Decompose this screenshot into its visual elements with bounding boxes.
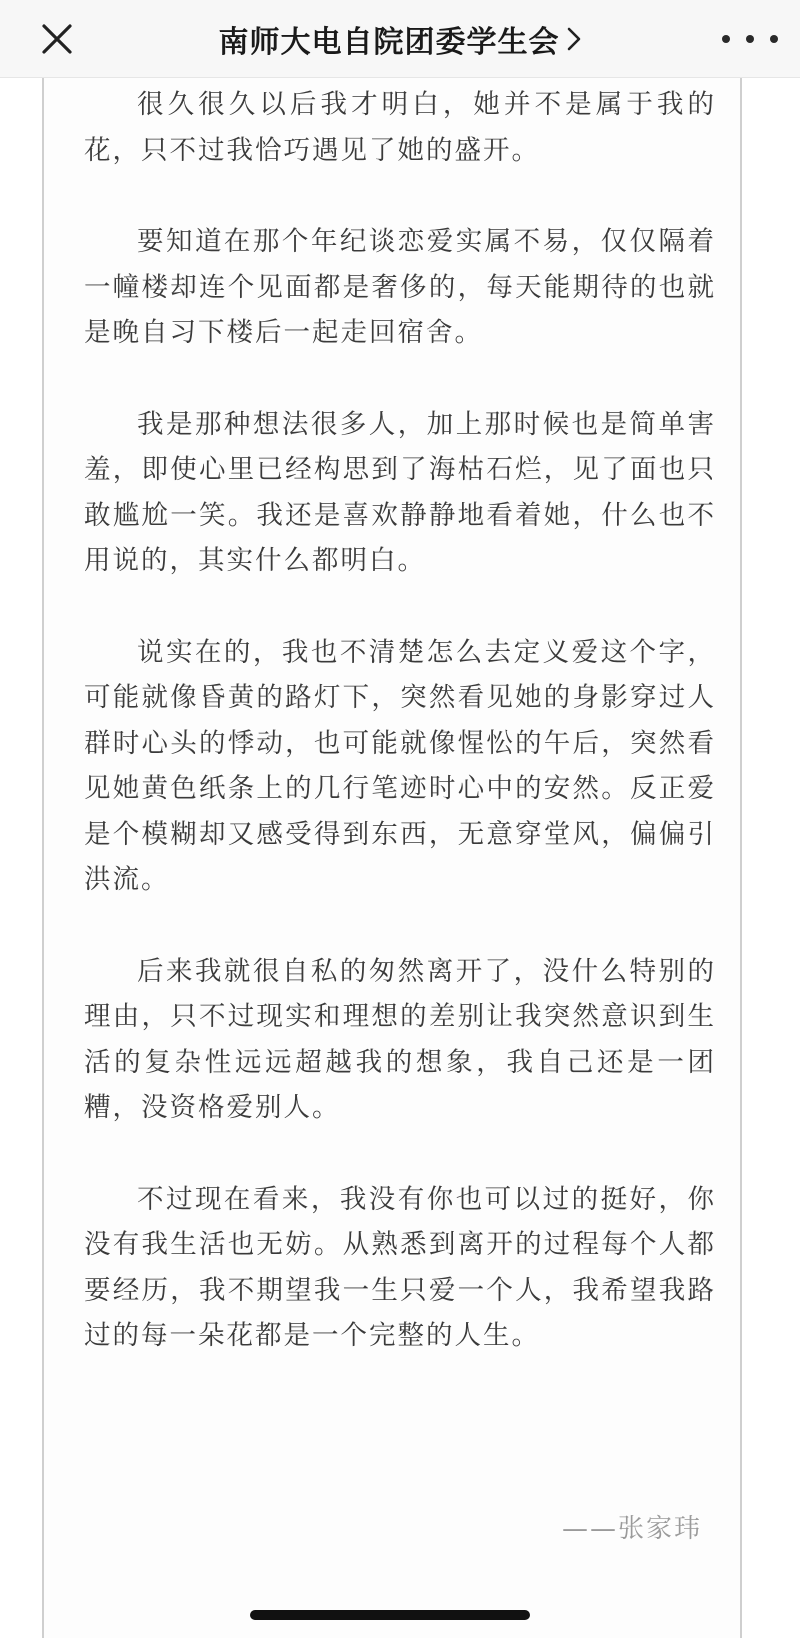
- more-horizontal-icon-dot: [770, 35, 778, 43]
- more-options-button[interactable]: [722, 26, 778, 52]
- account-title-link[interactable]: [200, 14, 600, 64]
- article-paragraph: 要知道在那个年纪谈恋爱实属不易，仅仅隔着一幢楼却连个见面都是奢侈的，每天能期待的也就是晚自习下楼后一起走回宿舍。: [84, 226, 716, 348]
- article-paragraph: 说实在的，我也不清楚怎么去定义爱这个字，可能就像昏黄的路灯下，突然看见她的身影穿过人群时心头的悸动，也可能就像惺忪的午后，突然看见她黄色纸条上的几行笔迹时心中的安然。反正爱是个模糊却又感受得到东西，无意穿堂风，偏偏引洪流。: [84, 636, 716, 895]
- page-title: 南师大电自院团委学生会: [218, 25, 560, 60]
- article-paragraph: 我是那种想法很多人，加上那时候也是简单害羞，即使心里已经构思到了海枯石烂，见了面也只敢尴尬一笑。我还是喜欢静静地看着她，什么也不用说的，其实什么都明白。: [84, 408, 716, 576]
- article-body: [84, 82, 716, 1405]
- more-horizontal-icon: [722, 35, 730, 43]
- close-icon[interactable]: [36, 18, 78, 60]
- top-navigation-bar: [0, 0, 800, 78]
- author-signature: ——张家玮: [561, 1514, 702, 1544]
- more-horizontal-icon-dot: [746, 35, 754, 43]
- article-paragraph: 很久很久以后我才明白，她并不是属于我的花，只不过我恰巧遇见了她的盛开。: [84, 89, 716, 166]
- article-paragraph: 后来我就很自私的匆然离开了，没什么特别的理由，只不过现实和理想的差别让我突然意识到生活的复杂性远远超越我的想象，我自己还是一团糟，没资格爱别人。: [84, 955, 716, 1123]
- chevron-right-icon: [566, 26, 582, 52]
- article-paragraph: 不过现在看来，我没有你也可以过的挺好，你没有我生活也无妨。从熟悉到离开的过程每个人都要经历，我不期望我一生只爱一个人，我希望我路过的每一朵花都是一个完整的人生。: [84, 1183, 716, 1351]
- home-indicator[interactable]: [250, 1610, 530, 1620]
